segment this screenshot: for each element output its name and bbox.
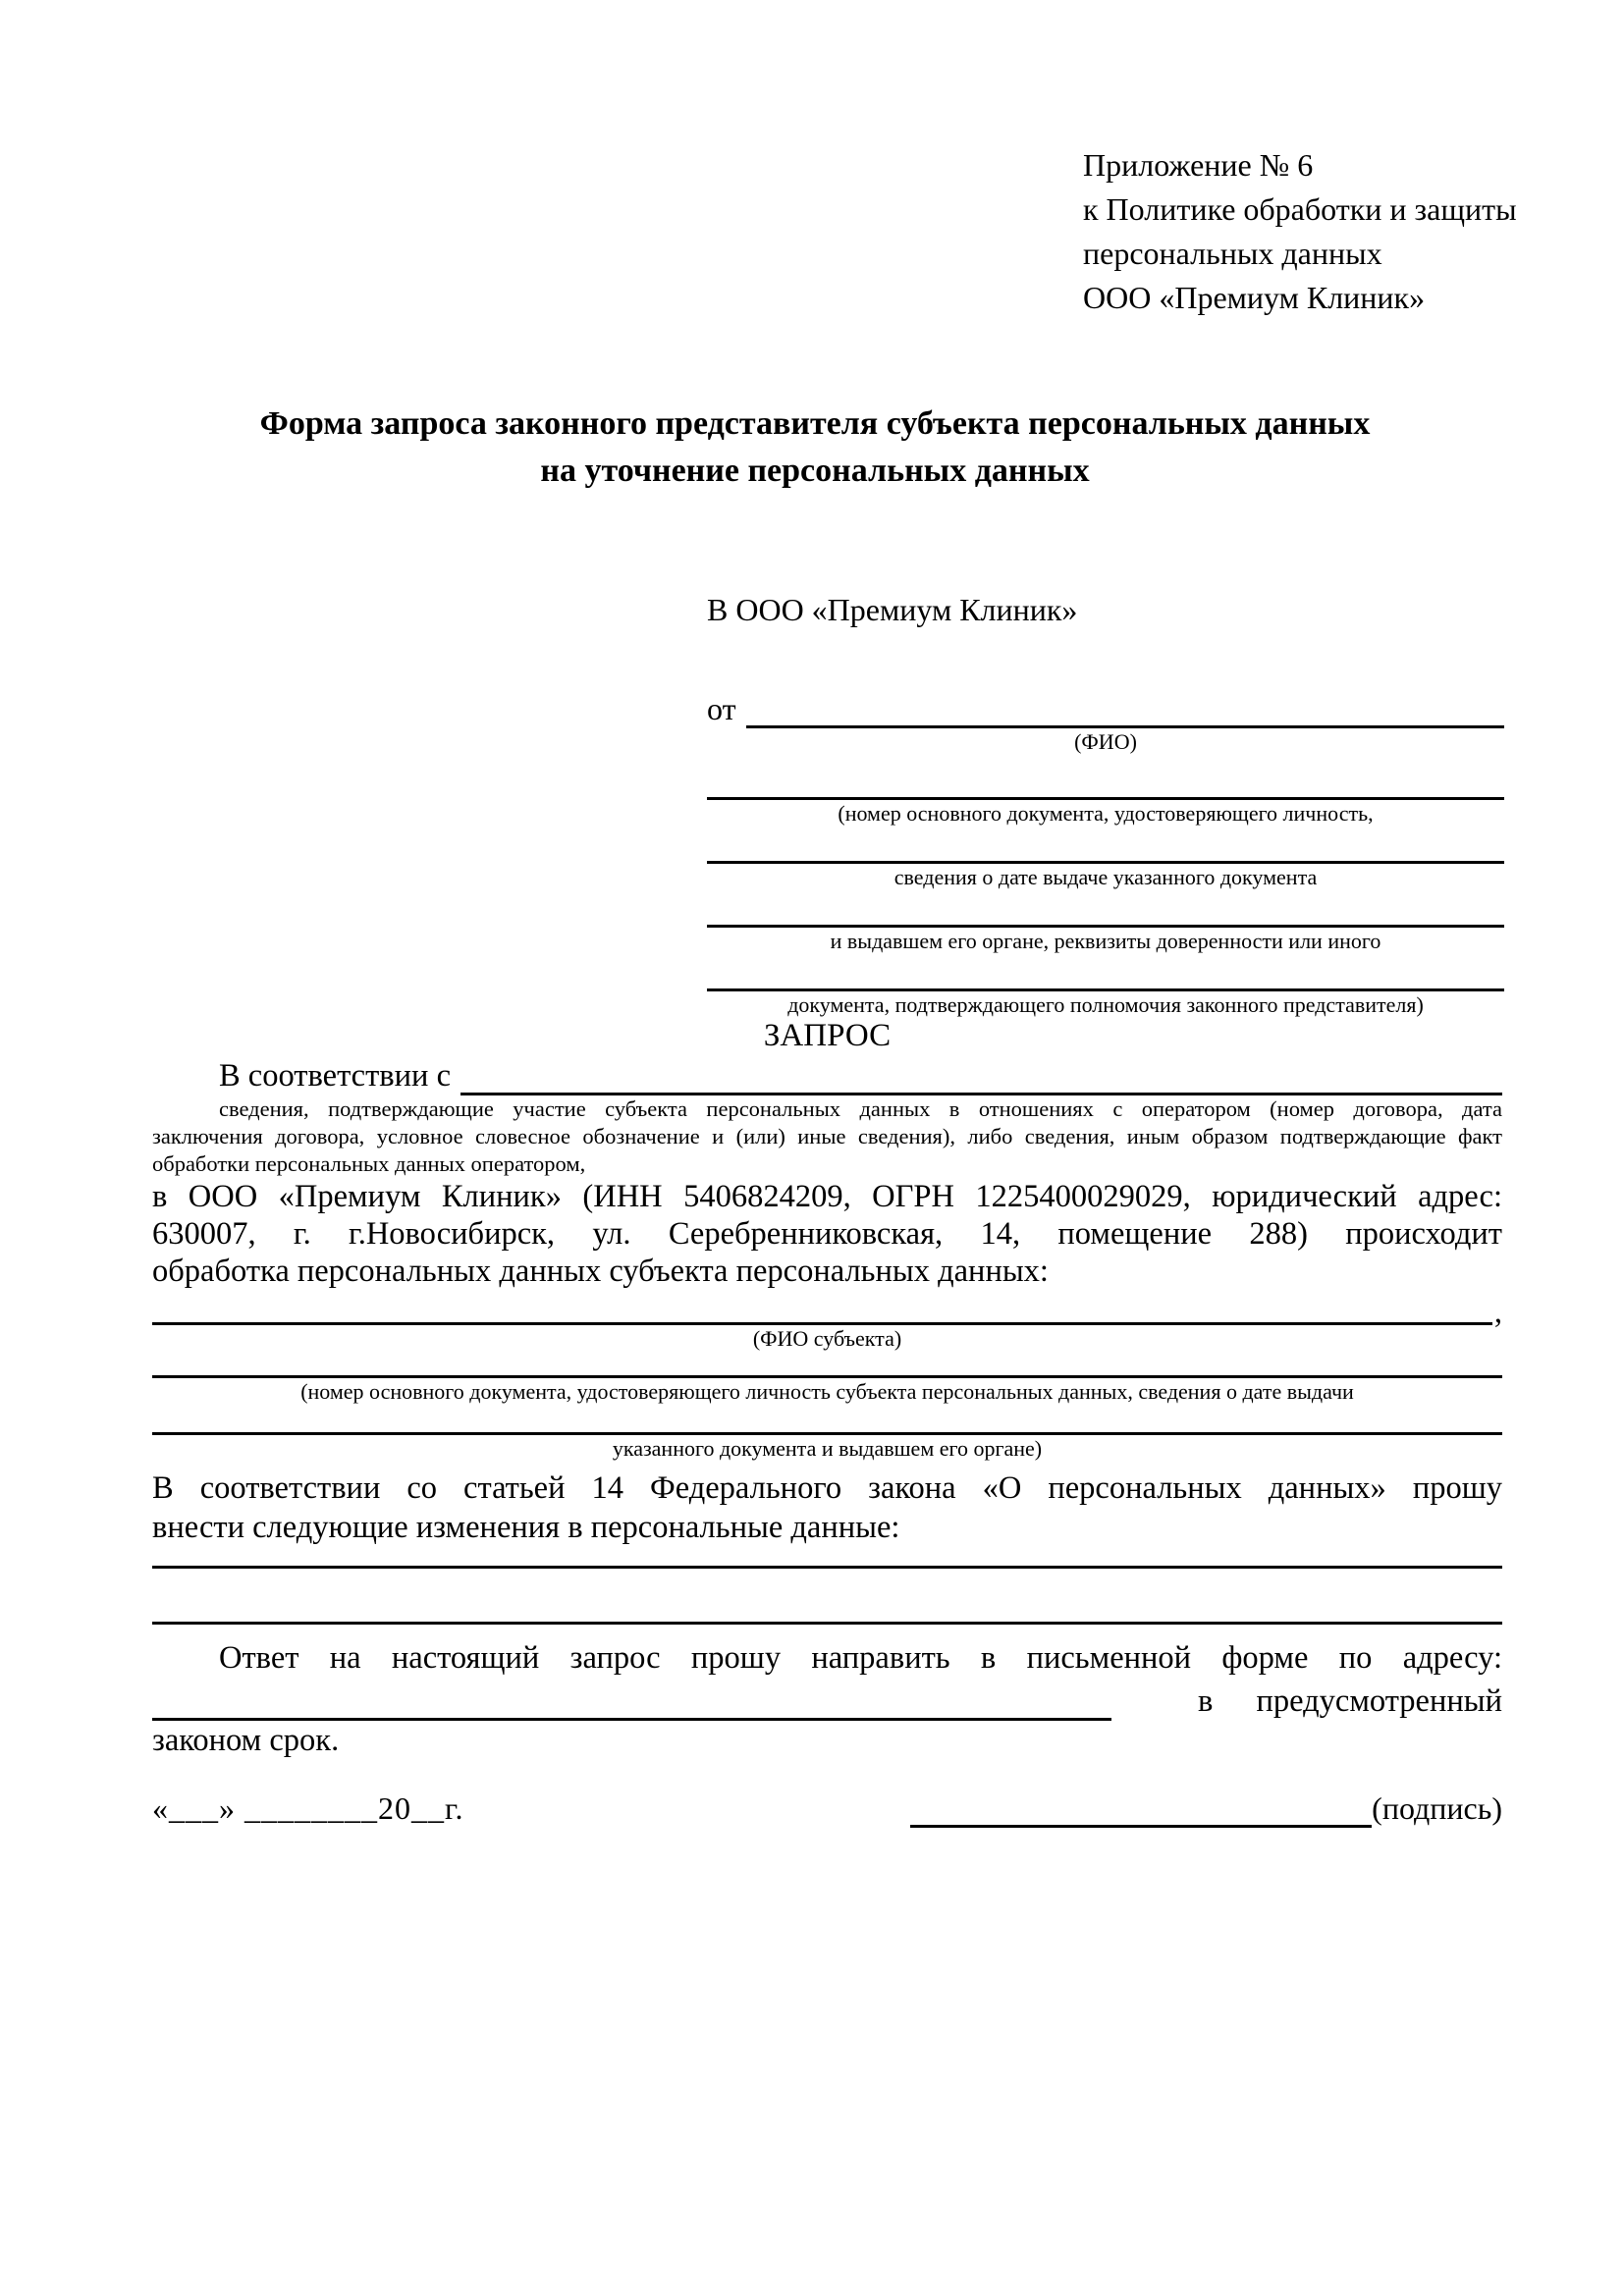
annex-line: Приложение № 6 — [1083, 147, 1314, 183]
addressee-to: В ООО «Премиум Клиник» — [707, 592, 1078, 627]
law-paragraph — [152, 1468, 1502, 1547]
law-paragraph-line: внести следующие изменения в персональные данные: — [152, 1510, 900, 1545]
page-title-line: Форма запроса законного представителя субъекта персональных данных — [259, 405, 1371, 442]
addressee-block — [707, 587, 1504, 1019]
basis-row — [152, 1054, 1502, 1095]
subject-doc-input-line[interactable] — [152, 1353, 1502, 1378]
annex-line: к Политике обработки и защиты — [1083, 191, 1517, 227]
reply-address-input-line[interactable] — [152, 1678, 1111, 1721]
law-paragraph-line: В соответствии со статьей 14 Федерального закона «О персональных данных» прошу — [152, 1470, 1502, 1506]
operator-paragraph-line: 630007, г. г.Новосибирск, ул. Серебренниковская, 14, помещение 288) происходит — [152, 1216, 1502, 1252]
subject-doc-caption: (номер основного документа, удостоверяющего личность субъекта персональных данных, сведения о дате выдачи — [300, 1379, 1354, 1404]
request-heading: ЗАПРОС — [763, 1018, 892, 1053]
operator-paragraph — [152, 1178, 1502, 1290]
basis-footnote-line: заключения договора, условное словесное обозначение и (или) иные сведения), либо сведения, иным образом подтверждающие факт — [152, 1124, 1502, 1148]
reply-paragraph-line: законом срок. — [152, 1723, 340, 1758]
changes-input-line[interactable] — [152, 1547, 1502, 1569]
doc-caption: (номер основного документа, удостоверяющего личность, — [838, 801, 1374, 826]
representative-doc-date-input-line[interactable] — [707, 828, 1504, 864]
subject-line-comma: , — [1493, 1295, 1502, 1330]
subject-doc-caption: указанного документа и выдавшем его органе) — [612, 1436, 1043, 1461]
annex-header — [1083, 143, 1517, 320]
basis-prefix: В соответствии с — [219, 1058, 451, 1094]
representative-fio-input-line[interactable] — [746, 673, 1504, 728]
operator-paragraph-line: обработка персональных данных субъекта персональных данных: — [152, 1254, 1049, 1289]
request-body — [152, 1017, 1502, 1760]
date-signature-row — [152, 1789, 1502, 1828]
reply-paragraph — [152, 1638, 1502, 1760]
annex-line: ООО «Премиум Клиник» — [1083, 280, 1426, 315]
subject-fio-row — [152, 1290, 1502, 1330]
doc-caption: сведения о дате выдаче указанного документа — [893, 865, 1318, 889]
annex-line: персональных данных — [1083, 236, 1382, 271]
reply-paragraph-line: Ответ на настоящий запрос прошу направить в письменной форме по адресу: — [219, 1640, 1502, 1676]
date-input-line[interactable]: «___» ________20__г. — [152, 1790, 464, 1826]
basis-footnote-line: обработки персональных данных оператором, — [152, 1151, 586, 1176]
reply-address-row — [152, 1678, 1502, 1721]
doc-caption: документа, подтверждающего полномочия законного представителя) — [787, 992, 1424, 1017]
reply-paragraph-tail: в предусмотренный — [1198, 1683, 1502, 1719]
doc-caption: и выдавшем его органе, реквизиты доверенности или иного — [830, 929, 1381, 953]
signature-group — [910, 1789, 1502, 1828]
basis-input-line[interactable] — [460, 1054, 1502, 1095]
page-title-line: на уточнение персональных данных — [540, 453, 1090, 489]
from-label: от — [707, 691, 736, 726]
subject-fio-input-line[interactable] — [152, 1290, 1492, 1325]
from-row — [707, 673, 1504, 728]
basis-footnote — [152, 1095, 1502, 1178]
operator-paragraph-line: в ООО «Премиум Клиник» (ИНН 5406824209, ОГРН 1225400029029, юридический адрес: — [152, 1179, 1502, 1214]
changes-input-line[interactable] — [152, 1569, 1502, 1625]
signature-caption: (подпись) — [1372, 1790, 1502, 1826]
representative-doc-input-line[interactable] — [707, 756, 1504, 800]
fio-caption: (ФИО) — [1074, 729, 1137, 754]
signature-input-line[interactable] — [910, 1792, 1372, 1828]
basis-footnote-line: сведения, подтверждающие участие субъекта персональных данных в отношениях с оператором (номер договора, дата — [219, 1096, 1502, 1121]
subject-doc-issuer-input-line[interactable] — [152, 1406, 1502, 1435]
representative-authority-input-line[interactable] — [707, 955, 1504, 991]
representative-doc-issuer-input-line[interactable] — [707, 891, 1504, 928]
subject-fio-caption: (ФИО субъекта) — [752, 1326, 902, 1351]
page-title — [128, 400, 1502, 495]
